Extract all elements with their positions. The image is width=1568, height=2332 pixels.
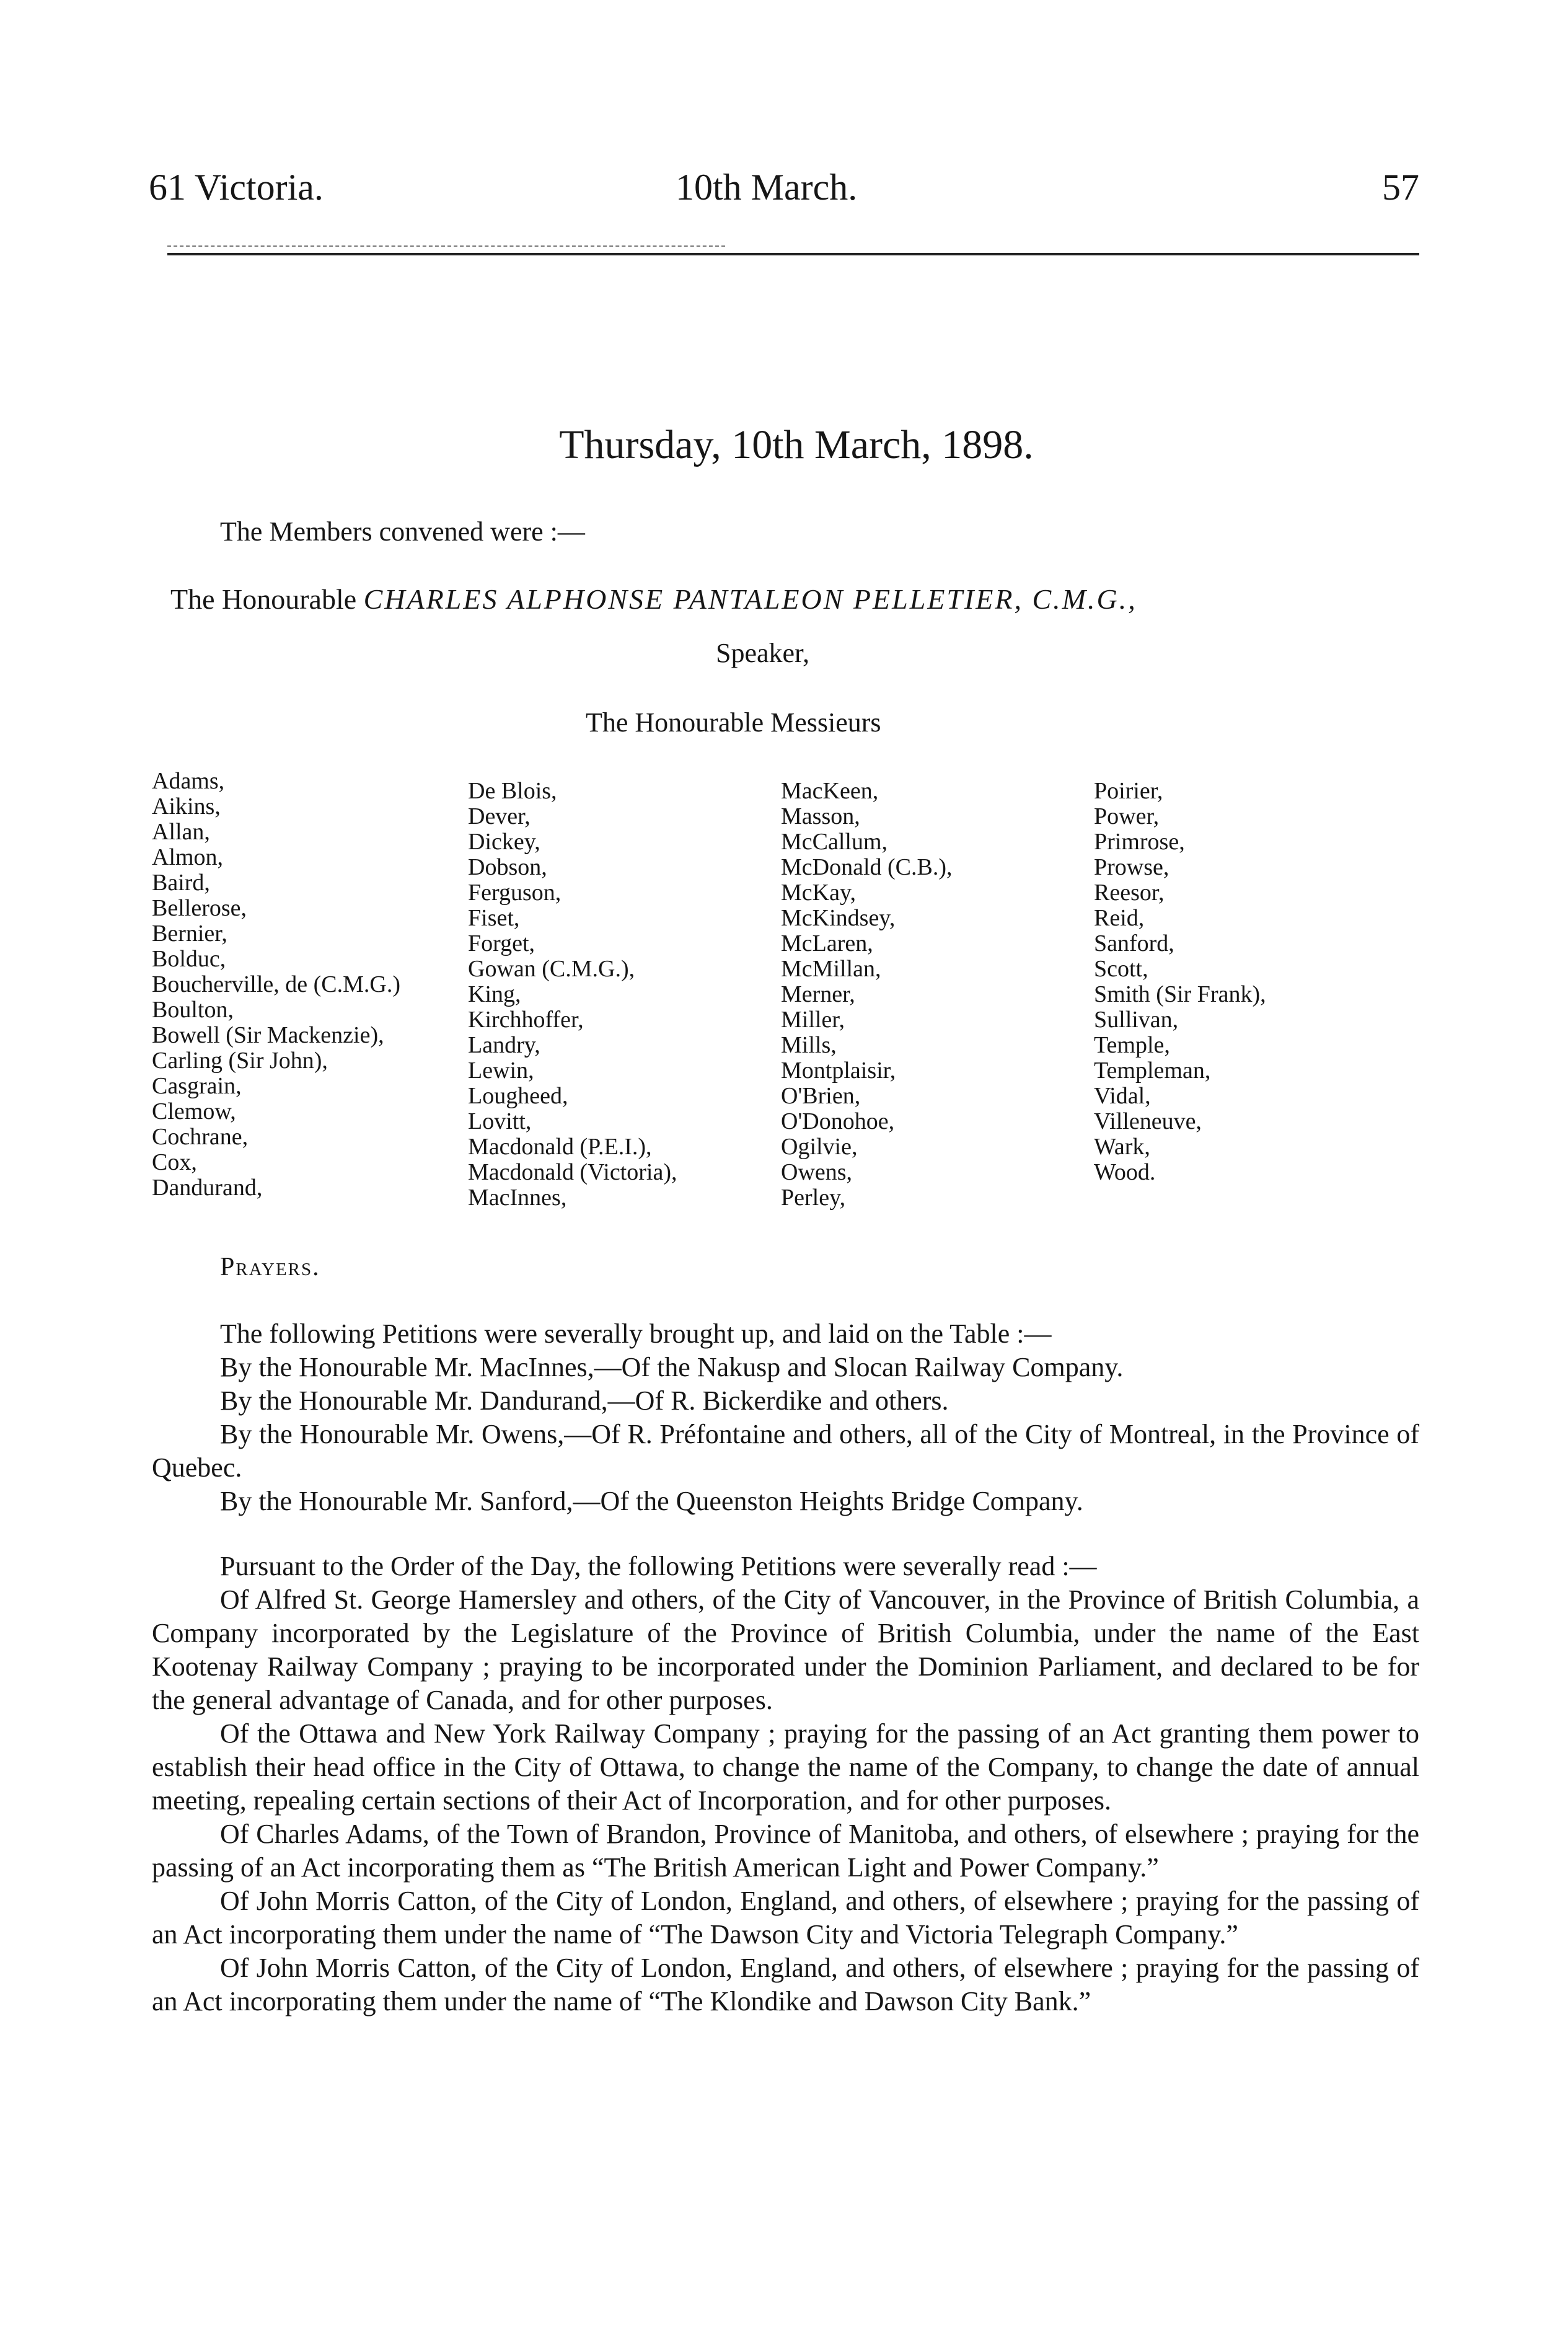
running-head [149, 166, 1419, 222]
member-name: Smith (Sir Frank), [1094, 981, 1266, 1007]
member-name: Macdonald (Victoria), [468, 1159, 677, 1185]
member-name: Ogilvie, [781, 1134, 858, 1160]
petition-item: By the Honourable Mr. Dandurand,—Of R. Bickerdike and others. [220, 1385, 949, 1416]
members-list [152, 769, 1422, 1240]
member-name: Temple, [1094, 1032, 1170, 1058]
header-rule-dashed [167, 245, 725, 247]
member-name: Bellerose, [152, 895, 247, 921]
members-intro: The Members convened were :— [220, 516, 585, 547]
member-name: Dandurand, [152, 1175, 263, 1201]
member-name: McMillan, [781, 956, 881, 982]
member-name: Cox, [152, 1149, 197, 1175]
member-name: Ferguson, [468, 880, 562, 906]
member-name: Boulton, [152, 997, 234, 1023]
member-name: Dickey, [468, 829, 540, 855]
member-name: Clemow, [152, 1098, 236, 1124]
member-name: Forget, [468, 930, 535, 956]
member-name: Reesor, [1094, 880, 1165, 906]
members-column-4 [1094, 779, 1266, 1185]
petition-item: Of Alfred St. George Hamersley and others, of the City of Vancouver, in the Province of British Columbia, a Company incorporated by the Legislature of the Province of British Columbia, under the name of the East Kootenay Railway Company ; praying to be incorporated under the Dominion Parliament, and declared to be for the general advantage of Canada, and for other purposes. [152, 1584, 1419, 1715]
member-name: Wood. [1094, 1159, 1156, 1185]
petition-item: By the Honourable Mr. MacInnes,—Of the Nakusp and Slocan Railway Company. [220, 1352, 1124, 1382]
petition-item: Of the Ottawa and New York Railway Company ; praying for the passing of an Act granting them power to establish their head office in the City of Ottawa, to change the name of the Company, to change the date of annual meeting, repealing certain sections of their Act of Incorporation, and for other purposes. [152, 1718, 1419, 1816]
member-name: MacInnes, [468, 1185, 567, 1211]
member-name: Almon, [152, 844, 224, 870]
member-name: Adams, [152, 768, 225, 794]
member-name: Sullivan, [1094, 1007, 1179, 1033]
member-name: Macdonald (P.E.I.), [468, 1134, 652, 1160]
member-name: Gowan (C.M.G.), [468, 956, 635, 982]
member-name: Wark, [1094, 1134, 1150, 1160]
member-name: Casgrain, [152, 1073, 242, 1099]
member-name: Dever, [468, 803, 531, 829]
member-name: Lovitt, [468, 1108, 532, 1134]
members-column-3 [781, 779, 953, 1211]
member-name: McCallum, [781, 829, 888, 855]
speaker-role: Speaker, [716, 638, 809, 668]
members-column-1 [152, 769, 400, 1201]
member-name: Power, [1094, 803, 1160, 829]
petitions-brought-section [152, 1317, 1419, 1518]
messieurs-heading: The Honourable Messieurs [586, 707, 881, 738]
page-number: 57 [1382, 167, 1419, 208]
member-name: McKindsey, [781, 905, 896, 931]
member-name: Owens, [781, 1159, 853, 1185]
member-name: Villeneuve, [1094, 1108, 1202, 1134]
regnal-year: 61 Victoria. [149, 167, 324, 208]
speaker-prefix: The Honourable [170, 583, 357, 615]
member-name: Merner, [781, 981, 855, 1007]
member-name: King, [468, 981, 521, 1007]
header-rule [167, 253, 1419, 255]
member-name: Allan, [152, 819, 210, 845]
members-column-2 [468, 779, 677, 1211]
petition-item: Of John Morris Catton, of the City of London, England, and others, of elsewhere ; praying for the passing of an Act incorporating them under the name of “The Klondike and Dawson City Bank.” [152, 1953, 1419, 2016]
member-name: Vidal, [1094, 1083, 1151, 1109]
petition-item: Of Charles Adams, of the Town of Brandon, Province of Manitoba, and others, of elsewhere ; praying for the passing of an Act incorporating them as “The British American Light and Power Company.” [152, 1819, 1419, 1883]
speaker-name: CHARLES ALPHONSE PANTALEON PELLETIER, C.M.G., [363, 583, 1137, 615]
member-name: Cochrane, [152, 1124, 249, 1150]
member-name: Aikins, [152, 793, 221, 819]
member-name: MacKeen, [781, 778, 879, 804]
member-name: Kirchhoffer, [468, 1007, 584, 1033]
petitions-read-section [152, 1550, 1419, 2018]
member-name: Miller, [781, 1007, 845, 1033]
petitions-brought-intro: The following Petitions were severally brought up, and laid on the Table :— [220, 1318, 1052, 1349]
header-date: 10th March. [676, 167, 858, 208]
member-name: Bowell (Sir Mackenzie), [152, 1022, 384, 1048]
petitions-read-intro: Pursuant to the Order of the Day, the following Petitions were severally read :— [220, 1551, 1097, 1581]
member-name: De Blois, [468, 778, 557, 804]
member-name: McKay, [781, 880, 856, 906]
member-name: Baird, [152, 870, 210, 896]
member-name: Perley, [781, 1185, 846, 1211]
date-heading: Thursday, 10th March, 1898. [559, 422, 1034, 467]
member-name: McDonald (C.B.), [781, 854, 953, 880]
petition-item: By the Honourable Mr. Sanford,—Of the Queenston Heights Bridge Company. [220, 1486, 1083, 1516]
petition-item: By the Honourable Mr. Owens,—Of R. Préfontaine and others, all of the City of Montreal, in the Province of Quebec. [152, 1419, 1419, 1483]
petitions-brought-items [152, 1351, 1419, 1518]
member-name: McLaren, [781, 930, 873, 956]
member-name: Templeman, [1094, 1058, 1211, 1084]
member-name: Reid, [1094, 905, 1145, 931]
member-name: O'Brien, [781, 1083, 861, 1109]
member-name: Montplaisir, [781, 1058, 896, 1084]
member-name: Prowse, [1094, 854, 1169, 880]
member-name: Masson, [781, 803, 860, 829]
member-name: Lewin, [468, 1058, 534, 1084]
prayers-heading: Prayers. [220, 1253, 320, 1281]
member-name: Mills, [781, 1032, 837, 1058]
member-name: Fiset, [468, 905, 520, 931]
member-name: Dobson, [468, 854, 547, 880]
member-name: O'Donohoe, [781, 1108, 895, 1134]
member-name: Scott, [1094, 956, 1148, 982]
member-name: Carling (Sir John), [152, 1048, 328, 1074]
member-name: Primrose, [1094, 829, 1185, 855]
petition-item: Of John Morris Catton, of the City of London, England, and others, of elsewhere ; praying for the passing of an Act incorporating them under the name of “The Dawson City and Victoria Telegraph Company.” [152, 1886, 1419, 1950]
member-name: Bernier, [152, 921, 227, 947]
speaker-line [170, 583, 1137, 616]
member-name: Boucherville, de (C.M.G.) [152, 971, 401, 997]
petitions-read-items [152, 1583, 1419, 2018]
member-name: Sanford, [1094, 930, 1174, 956]
member-name: Poirier, [1094, 778, 1163, 804]
member-name: Landry, [468, 1032, 540, 1058]
member-name: Bolduc, [152, 946, 226, 972]
member-name: Lougheed, [468, 1083, 568, 1109]
